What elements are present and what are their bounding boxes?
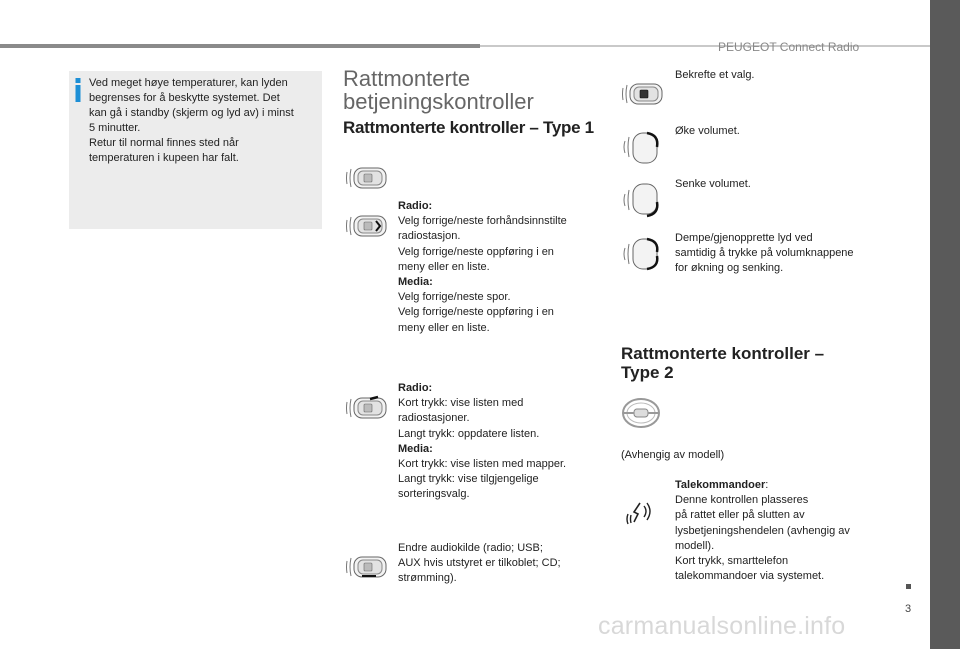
type1-block1: Radio: Velg forrige/neste forhåndsinnstilte radiostasjon. Velg forrige/neste oppføring i en meny eller en liste. Media: Velg forrige/neste spor. Velg forrige/neste oppføring i en meny eller en liste.	[398, 200, 567, 334]
steering-control-confirm-icon	[620, 80, 666, 108]
model-dependent-text: (Avhengig av modell)	[621, 449, 725, 461]
voice-command-icon	[624, 500, 656, 526]
page-edge-sidebar	[930, 0, 960, 649]
volume-up-icon	[621, 127, 663, 167]
watermark: carmanualsonline.info	[598, 612, 846, 640]
header-rule-light	[480, 45, 930, 47]
page-title: Rattmonterte betjeningskontroller	[343, 66, 534, 114]
confirm-text: Bekrefte et valg.	[675, 69, 755, 81]
media-label: Media:	[398, 442, 433, 455]
radio-label: Radio:	[398, 382, 433, 394]
volume-down-icon	[621, 180, 663, 220]
media-label: Media:	[398, 276, 433, 289]
info-line: kan gå i standby (skjerm og lyd av) i minst	[89, 107, 294, 119]
mute-icon	[621, 234, 663, 274]
section-heading-type2: Rattmonterte kontroller – Type 2	[621, 344, 825, 382]
section-heading-type1: Rattmonterte kontroller – Type 1	[343, 118, 594, 137]
info-line: begrenses for å beskytte systemet. Det	[89, 92, 280, 104]
header-rule-dark	[0, 44, 480, 48]
voice-label: Talekommandoer	[675, 479, 766, 491]
volume-up-text: Øke volumet.	[675, 125, 740, 137]
page-marker	[906, 584, 911, 589]
info-line: Ved meget høye temperaturer, kan lyden	[89, 77, 288, 89]
info-icon	[75, 78, 81, 102]
type1-block3: Endre audiokilde (radio; USB; AUX hvis utstyret er tilkoblet; CD; strømming).	[398, 542, 561, 585]
radio-label: Radio:	[398, 200, 433, 212]
info-line: temperaturen i kupeen har falt.	[89, 152, 239, 164]
mute-text: Dempe/gjenopprette lyd ved samtidig å trykke på volumknappene for økning og senking.	[675, 232, 854, 275]
steering-wheel-icon	[620, 396, 662, 430]
info-line: Retur til normal finnes sted når	[89, 137, 239, 149]
page-number: 3	[905, 603, 912, 615]
running-header: PEUGEOT Connect Radio	[718, 40, 860, 54]
steering-control-list-icon	[344, 394, 390, 422]
steering-control-source-icon	[344, 553, 390, 581]
info-text	[89, 76, 319, 166]
voice-command-text: Talekommandoer: Denne kontrollen plasseres på rattet eller på slutten av lysbetjeningshendelen (avhengig av modell). Kort trykk, smarttelefon talekommandoer via systemet.	[675, 479, 850, 583]
volume-down-text: Senke volumet.	[675, 178, 751, 190]
info-line: 5 minutter.	[89, 122, 141, 134]
steering-control-seek-icon	[344, 212, 390, 240]
steering-control-switch-icon	[344, 164, 390, 192]
type1-block2: Radio: Kort trykk: vise listen med radiostasjoner. Langt trykk: oppdatere listen. Media: Kort trykk: vise listen med mapper. Langt trykk: vise tilgjengelige sorteringsvalg.	[398, 382, 567, 501]
